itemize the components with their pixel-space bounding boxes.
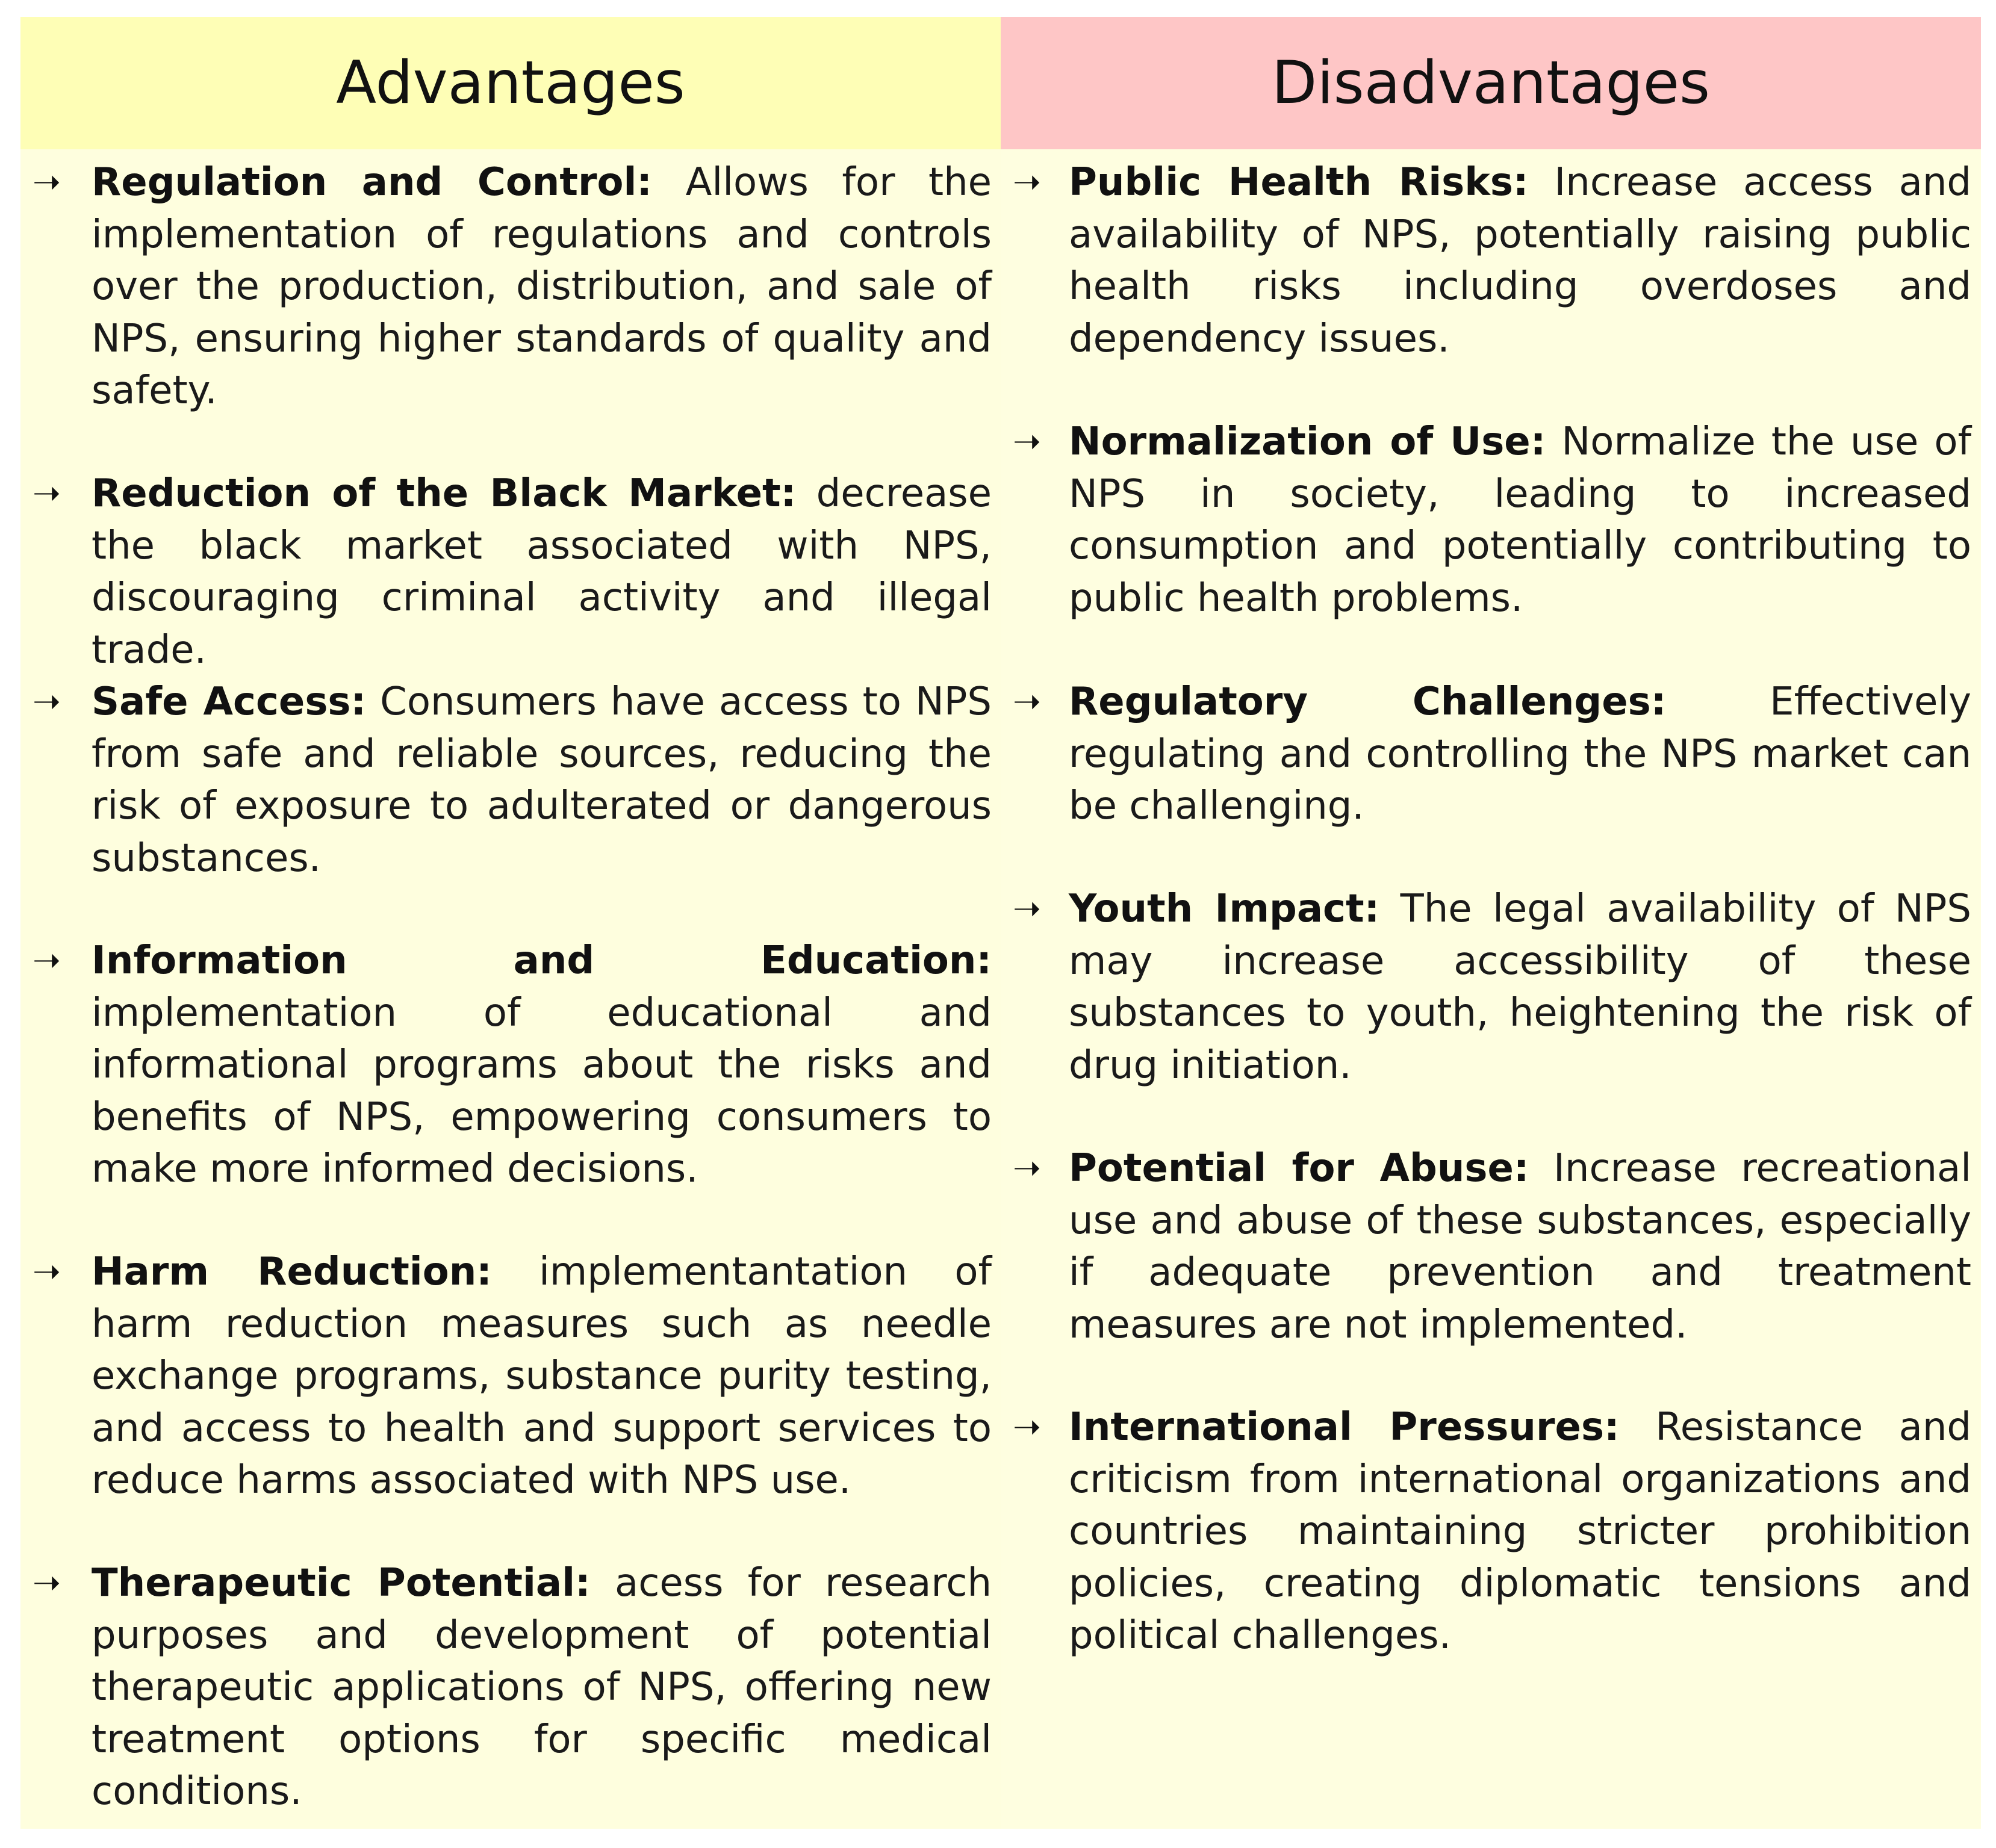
disadvantage-description: Increase access and availability of NPS, potentially raising public health risks including overdoses and dependency issues.: [1069, 160, 1972, 361]
advantage-term: Harm Reduction:: [92, 1250, 492, 1294]
disadvantage-description: Resistance and criticism from international organizations and countries maintaining stricter prohibition policies, creating diplomatic tensions and political challenges.: [1069, 1405, 1972, 1658]
disadvantage-description: Increase recreational use and abuse of these substances, especially if adequate prevention and treatment measures are not implemented.: [1069, 1146, 1971, 1347]
right-arrow-icon: ➝: [33, 1252, 61, 1291]
disadvantage-description: Effectively regulating and controlling the NPS market can be challenging.: [1069, 680, 1971, 828]
right-arrow-icon: ➝: [33, 1563, 61, 1602]
disadvantage-text: [1069, 883, 1971, 1091]
advantage-description: implementantation of harm reduction measures such as needle exchange programs, substance purity testing, and access to health and support services to reduce harms associated with NPS use.: [92, 1250, 992, 1502]
disadvantage-term: Potential for Abuse:: [1069, 1146, 1529, 1191]
right-arrow-icon: ➝: [1013, 1407, 1041, 1446]
disadvantage-term: Regulatory Challenges:: [1069, 680, 1667, 724]
advantage-description: decrease the black market associated with NPS, discouraging criminal activity and illegal trade.: [92, 471, 992, 672]
advantage-description: implementation of educational and informational programs about the risks and benefits of NPS, empowering consumers to make more informed decisions.: [92, 990, 992, 1191]
disadvantage-term: Youth Impact:: [1069, 887, 1380, 931]
disadvantage-term: Public Health Risks:: [1069, 160, 1529, 205]
advantage-text: [92, 676, 992, 884]
advantage-text: [92, 935, 992, 1195]
right-arrow-icon: ➝: [1013, 422, 1041, 461]
advantage-term: Regulation and Control:: [92, 160, 653, 205]
right-arrow-icon: ➝: [1013, 163, 1041, 202]
disadvantage-text: [1069, 157, 1971, 365]
right-arrow-icon: ➝: [33, 682, 61, 721]
advantages-column: [20, 17, 1001, 1829]
disadvantage-text: [1069, 1401, 1971, 1662]
advantage-text: [92, 157, 992, 417]
right-arrow-icon: ➝: [33, 474, 61, 513]
disadvantages-column: [1001, 17, 1981, 1829]
advantage-term: Safe Access:: [92, 680, 367, 724]
disadvantage-text: [1069, 416, 1971, 624]
right-arrow-icon: ➝: [1013, 889, 1041, 928]
advantage-term: Therapeutic Potential:: [92, 1561, 591, 1605]
disadvantage-description: The legal availability of NPS may increase accessibility of these substances to youth, heightening the risk of drug initiation.: [1069, 887, 1972, 1088]
disadvantage-term: International Pressures:: [1069, 1405, 1620, 1450]
advantage-description: Consumers have access to NPS from safe and reliable sources, reducing the risk of exposure to adulterated or dangerous substances.: [92, 680, 992, 881]
right-arrow-icon: ➝: [1013, 682, 1041, 721]
disadvantages-header: Disadvantages: [1001, 17, 1981, 149]
right-arrow-icon: ➝: [33, 163, 61, 202]
advantage-term: Information and Education:: [92, 938, 992, 983]
disadvantage-text: [1069, 1143, 1971, 1351]
advantage-description: Allows for the implementation of regulations and controls over the production, distribution, and sale of NPS, ensuring higher standards of quality and safety.: [92, 160, 992, 413]
disadvantage-term: Normalization of Use:: [1069, 420, 1546, 464]
disadvantage-description: Normalize the use of NPS in society, leading to increased consumption and potentially contributing to public health problems.: [1069, 420, 1972, 621]
advantage-text: [92, 1557, 992, 1818]
advantage-text: [92, 1246, 992, 1507]
disadvantage-text: [1069, 676, 1971, 833]
right-arrow-icon: ➝: [1013, 1149, 1041, 1188]
right-arrow-icon: ➝: [33, 941, 61, 980]
advantage-description: acess for research purposes and development of potential therapeutic applications of NPS, offering new treatment options for specific medical conditions.: [92, 1561, 992, 1814]
advantage-text: [92, 468, 992, 676]
comparison-table: [20, 17, 1981, 1829]
advantages-header: Advantages: [20, 17, 1001, 149]
advantage-term: Reduction of the Black Market:: [92, 471, 797, 516]
